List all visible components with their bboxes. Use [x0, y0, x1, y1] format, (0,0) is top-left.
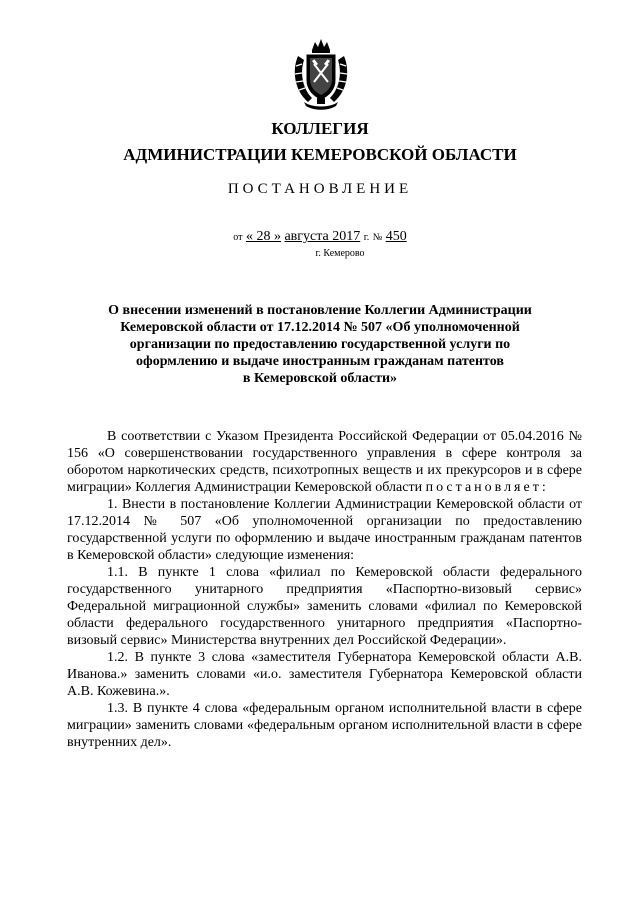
subject-line: Кемеровской области от 17.12.2014 № 507 «Об уполномоченной: [120, 320, 520, 335]
organization-name-line2: АДМИНИСТРАЦИИ КЕМЕРОВСКОЙ ОБЛАСТИ: [123, 145, 517, 164]
subject-line: в Кемеровской области»: [242, 371, 398, 386]
paragraph-item-1-2: 1.2. В пункте 3 слова «заместителя Губернатора Кемеровской области А.В. Иванова.» заменить словами «и.о. заместителя Губернатора Кемеровской области А.В. Кожевина.».: [67, 650, 582, 699]
body-text: [67, 428, 582, 751]
date-prefix: от: [233, 232, 243, 243]
year-suffix: г.: [363, 232, 370, 243]
document-type-title: ПОСТАНОВЛЕНИЕ: [227, 181, 413, 197]
city-label: г. Кемерово: [315, 248, 365, 259]
paragraph-item-1-1: 1.1. В пункте 1 слова «филиал по Кемеровской области федерального государственного унитарного предприятия «Паспортно-визовый сервис» Федеральной миграционной службы» заменить словами «филиал по Кемеровской области федерального государственного унитарного предприятия «Паспортно-визовый сервис» Министерства внутренних дел Российской Федерации».: [67, 565, 582, 648]
date-number-line: [0, 229, 640, 245]
subject-line: О внесении изменений в постановление Коллегии Администрации: [108, 303, 532, 318]
document-subject: [60, 302, 580, 387]
paragraph-preamble: В соответствии с Указом Президента Российской Федерации от 05.04.2016 № 156 «О совершенствовании государственного управления в сфере контроля за оборотом наркотических средств, психотропных веществ и их прекурсоров и в сфере миграции» Коллегия Администрации Кемеровской области постановляет:: [67, 429, 582, 495]
number-sign: №: [372, 232, 383, 243]
coat-of-arms-emblem: [290, 36, 352, 112]
subject-line: организации по предоставлению государственной услуги по: [129, 337, 511, 352]
document-number: 450: [385, 229, 407, 244]
paragraph-item-1-3: 1.3. В пункте 4 слова «федеральным органом исполнительной власти в сфере миграции» заменить словами «федеральным органом исполнительной власти в сфере внутренних дел».: [67, 701, 582, 750]
subject-line: оформлению и выдаче иностранным гражданам патентов: [136, 354, 504, 369]
date-month-year: августа 2017: [284, 229, 361, 244]
organization-name-line1: КОЛЛЕГИЯ: [271, 119, 369, 138]
date-day-field: « 28 »: [245, 229, 281, 244]
paragraph-item-1: 1. Внести в постановление Коллегии Администрации Кемеровской области от 17.12.2014 № 507 «Об уполномоченной организации по предоставлению государственной услуги по оформлению и выдаче иностранным гражданам патентов в Кемеровской области» следующие изменения:: [67, 497, 582, 563]
